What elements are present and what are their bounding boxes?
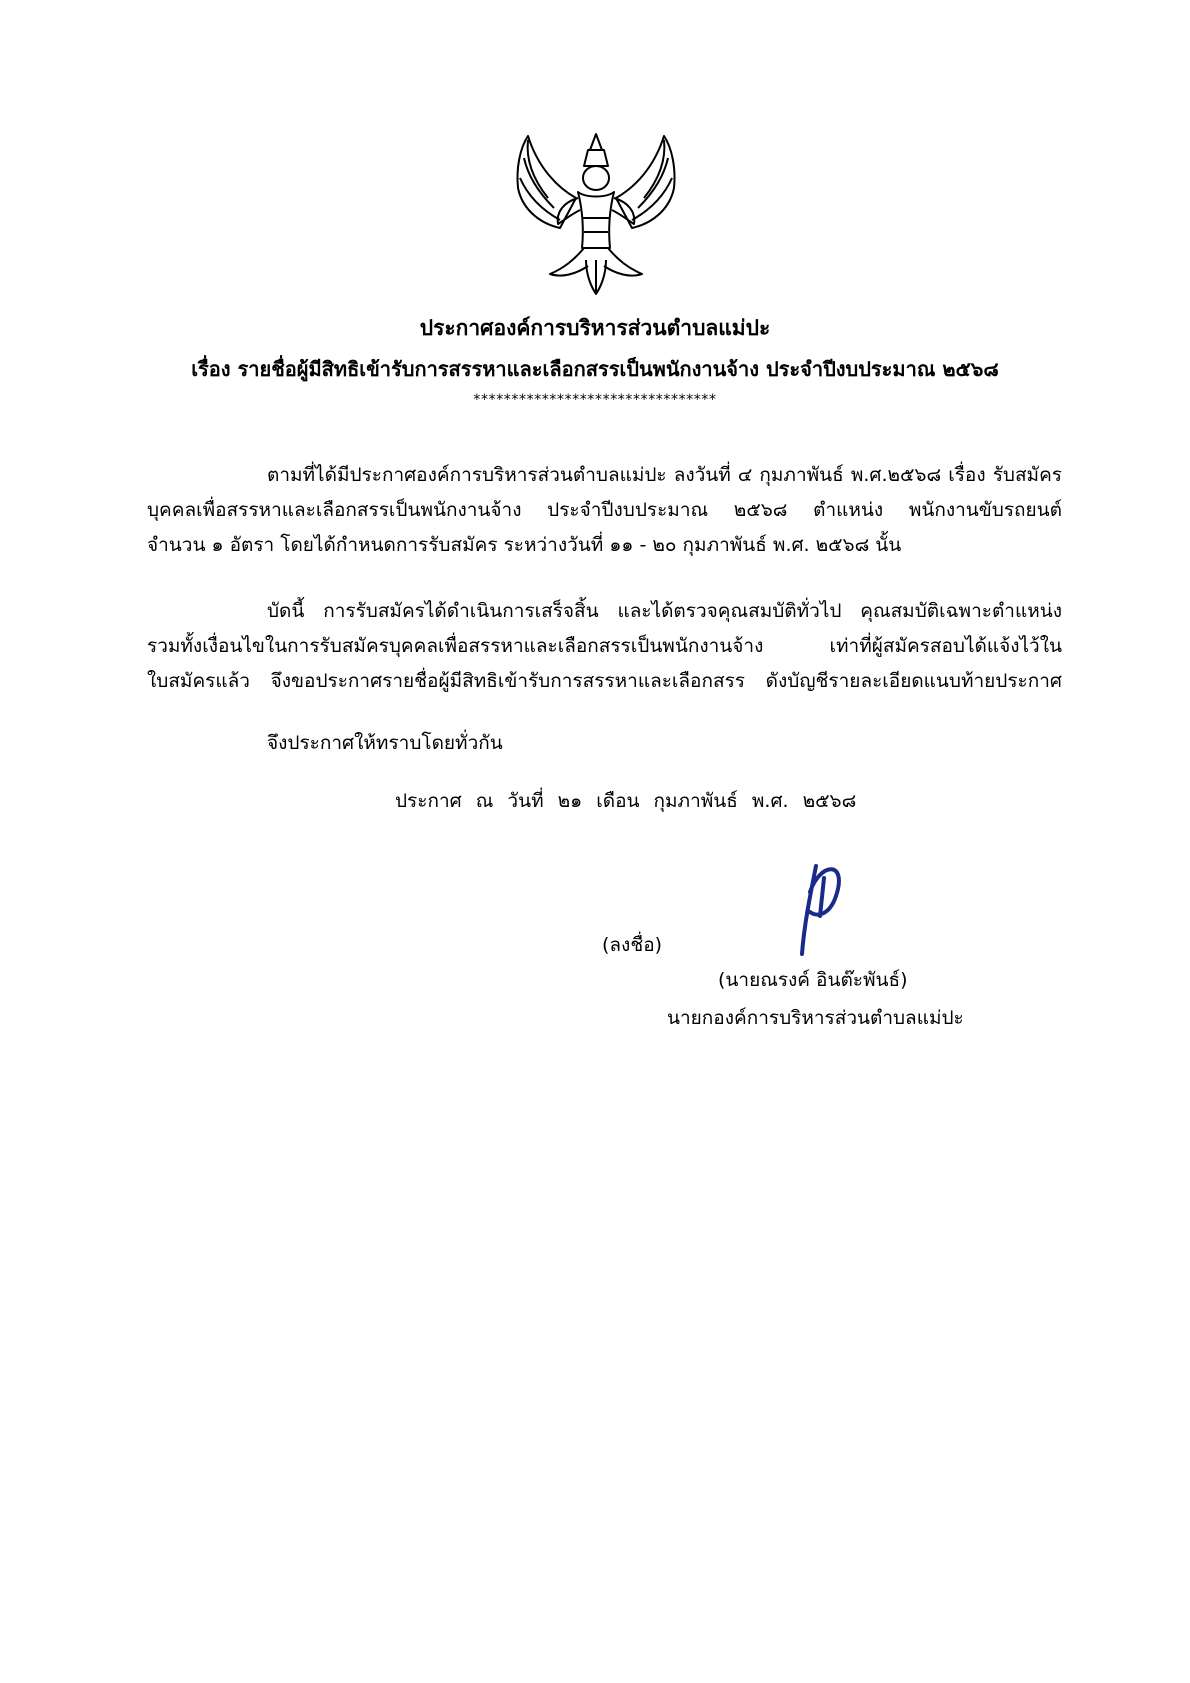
signatory-title: นายกองค์การบริหารส่วนตำบลแม่ปะ	[667, 1007, 964, 1029]
paragraph-2	[147, 594, 1062, 699]
garuda-emblem-icon	[498, 128, 694, 296]
announcement-title: ประกาศองค์การบริหารส่วนตำบลแม่ปะ	[419, 316, 771, 340]
paragraph-2-line-1: บัดนี้ การรับสมัครได้ดำเนินการเสร็จสิ้น และได้ตรวจคุณสมบัติทั่วไป คุณสมบัติเฉพาะตำแหน่ง	[267, 600, 1062, 622]
closing-statement: จึงประกาศให้ทราบโดยทั่วกัน	[267, 732, 503, 754]
paragraph-2-line-3: ใบสมัครแล้ว จึงขอประกาศรายชื่อผู้มีสิทธิเข้ารับการสรรหาและเลือกสรร ดังบัญชีรายละเอียดแนบท้ายประกาศ	[147, 670, 1062, 692]
signature-label: (ลงชื่อ)	[602, 934, 663, 956]
paragraph-1-line-1: ตามที่ได้มีประกาศองค์การบริหารส่วนตำบลแม่ปะ ลงวันที่ ๔ กุมภาพันธ์ พ.ศ.๒๕๖๘ เรื่อง รับสมัคร	[267, 464, 1062, 486]
paragraph-1-line-3: จำนวน ๑ อัตรา โดยได้กำหนดการรับสมัคร ระหว่างวันที่ ๑๑ - ๒๐ กุมภาพันธ์ พ.ศ. ๒๕๖๘ นั้น	[147, 534, 902, 556]
paragraph-1	[147, 458, 1062, 563]
separator: ********************************	[473, 392, 717, 408]
announcement-date: ประกาศ ณ วันที่ ๒๑ เดือน กุมภาพันธ์ พ.ศ. ๒๕๖๘	[395, 790, 857, 812]
paragraph-1-line-2: บุคคลเพื่อสรรหาและเลือกสรรเป็นพนักงานจ้าง ประจำปีงบประมาณ ๒๕๖๘ ตำแหน่ง พนักงานขับรถยนต์	[147, 499, 1062, 521]
announcement-subject: เรื่อง รายชื่อผู้มีสิทธิเข้ารับการสรรหาและเลือกสรรเป็นพนักงานจ้าง ประจำปีงบประมาณ ๒๕๖๘	[191, 357, 999, 381]
handwritten-signature	[780, 856, 860, 956]
signatory-name: (นายณรงค์ อินต๊ะพันธ์)	[718, 969, 908, 991]
paragraph-2-line-2: รวมทั้งเงื่อนไขในการรับสมัครบุคคลเพื่อสรรหาและเลือกสรรเป็นพนักงานจ้าง เท่าที่ผู้สมัครสอบได้แจ้งไว้ใน	[147, 635, 1062, 657]
